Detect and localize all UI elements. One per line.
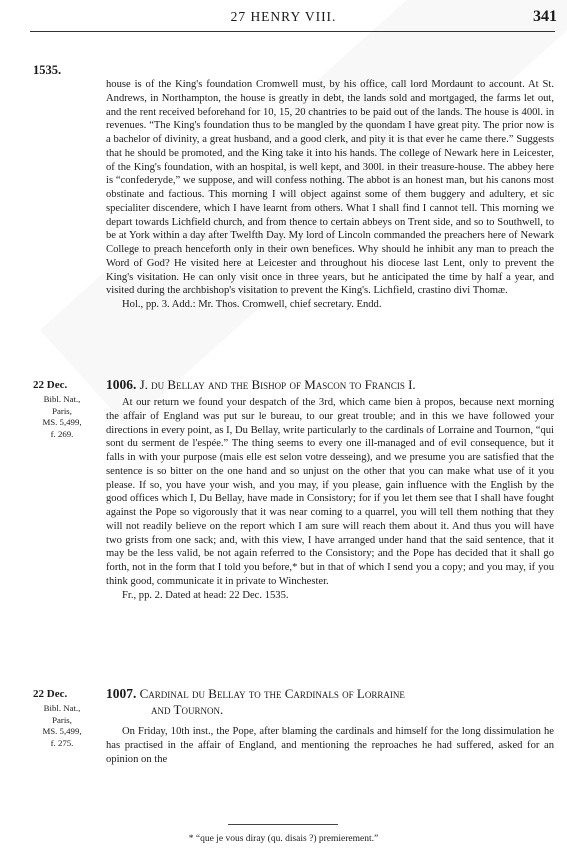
entry-1007-body <box>106 725 554 766</box>
entry-1007-heading <box>106 686 556 718</box>
entry-1006-source: Bibl. Nat., Paris, MS. 5,499, f. 269. <box>42 394 82 439</box>
entry-1005-paragraph: house is of the King's foundation Cromwell must, by his office, call lord Mordaunt to account. At St. Andrews, in Northampton, the house is greatly in debt, the lands sold and mortgaged, the farms let out, and the rent received beforehand for 10, 15, 20 chantries to be paid out of the lands. The house is 400l. in revenues. “The King's foundation thus to be mangled by the quondam I have great pity. The prior now is a bachelor of divinity, a great husband, and a good clerk, and pity it is that ever he came there.” Suggests that he should be promoted, and the King take it into his hands. The college of Newark here in Leicester, of the King's foundation, with an hospital, is well kept, and 300l. in their treasure-house. The abbey here is “confederyde,” we suppose, and will confess nothing. The abbot is an honest man, but his canons most obstinate and factious. This morning I will object against some of them buggery and adultery, et sic specialiter discendere, which I have learnt from others. What I shall find I cannot tell. This morning we depart towards Lichfield church, and from thence to certain abbeys on Trent side, and so to Southwell, to be at York within a day after Twelfth Day. My lord of Lincoln commanded the preachers here of Newark College to preach henceforth only in their own benefices. Why should he inhibit any man to preach the Word of God? He visited here at Leicester and throughout his diocese last Lent, only to prevent the King's visitation. He can only visit once in three years, but he anticipated the time by half a year, and visited during the archbishop's visitation to prevent the King's. Lichfield, crastino divi Thomæ. <box>106 79 554 297</box>
entry-1005-body <box>106 78 554 312</box>
entry-1006-title: J. du Bellay and the Bishop of Mascon to Francis I. <box>139 377 416 392</box>
header-rule <box>30 31 555 32</box>
entry-1007-source: Bibl. Nat., Paris, MS. 5,499, f. 275. <box>42 703 82 748</box>
entry-1005-hol: Hol., pp. 3. Add.: Mr. Thos. Cromwell, chief secretary. Endd. <box>122 299 382 310</box>
entry-1007-title-line1: Cardinal du Bellay to the Cardinals of Lorraine <box>139 686 405 701</box>
footnote-rule <box>228 824 338 825</box>
margin-year: 1535. <box>33 63 62 77</box>
entry-1006-number: 1006. <box>106 377 137 392</box>
entry-1007-paragraph: On Friday, 10th inst., the Pope, after blaming the cardinals and himself for the long dissimulation he has practised in the affair of England, and mentioning the reproaches he had suffered, asked for an opinion on the <box>106 726 554 765</box>
entry-1006-body <box>106 396 554 602</box>
entry-1006-fr: Fr., pp. 2. Dated at head: 22 Dec. 1535. <box>122 589 289 601</box>
entry-1006-heading <box>106 377 556 393</box>
entry-1006-paragraph: At our return we found your despatch of the 3rd, which came bien à propos, because next morning the affair of England was put sur le bureau, to our great trouble; and in this we have followed your directions in every point, as I, Du Bellay, write particularly to the cardinals of Lorraine and Tournon, “qui sont du serment de l'espée.” The thing seems to every one ill-managed and of evil consequence, but it falls in with your purpose (mais elle est selon votre desseing), and we presume you are satisfied that the sentence is so bitter on the one hand and so unjust on the other that you can make what use of it you please. If so, you have your wish, and you may, if you please, gain influence with the English by the good offices which I, Du Bellay, have made in Consistory; for if you let them see that I shall have fought against the Pope so vigorously that it was near coming to a quarrel, you will tell them nothing that they will not readily believe on the report which I am sure will reach them about it. And thus you will have two grists from one sack; and, with this view, I have arranged under hand that the said sentence, that it may be the less valid, be not again referred to the Consistory; and the Pope has decided that it shall go forth, not in the form that I told you before,* but in that of which I send you a copy; and you may, if you think good, communicate it in private to Winchester. <box>106 397 554 587</box>
running-header: 27 HENRY VIII. <box>230 9 337 24</box>
entry-1007-date: 22 Dec. <box>33 688 68 700</box>
entry-1007-number: 1007. <box>106 686 137 701</box>
entry-1007-title-line2: and Tournon. <box>151 702 224 717</box>
entry-1006-date: 22 Dec. <box>33 379 68 391</box>
page-number: 341 <box>533 8 557 25</box>
footnote: * “que je vous diray (qu. disais ?) premierement.” <box>188 834 379 844</box>
